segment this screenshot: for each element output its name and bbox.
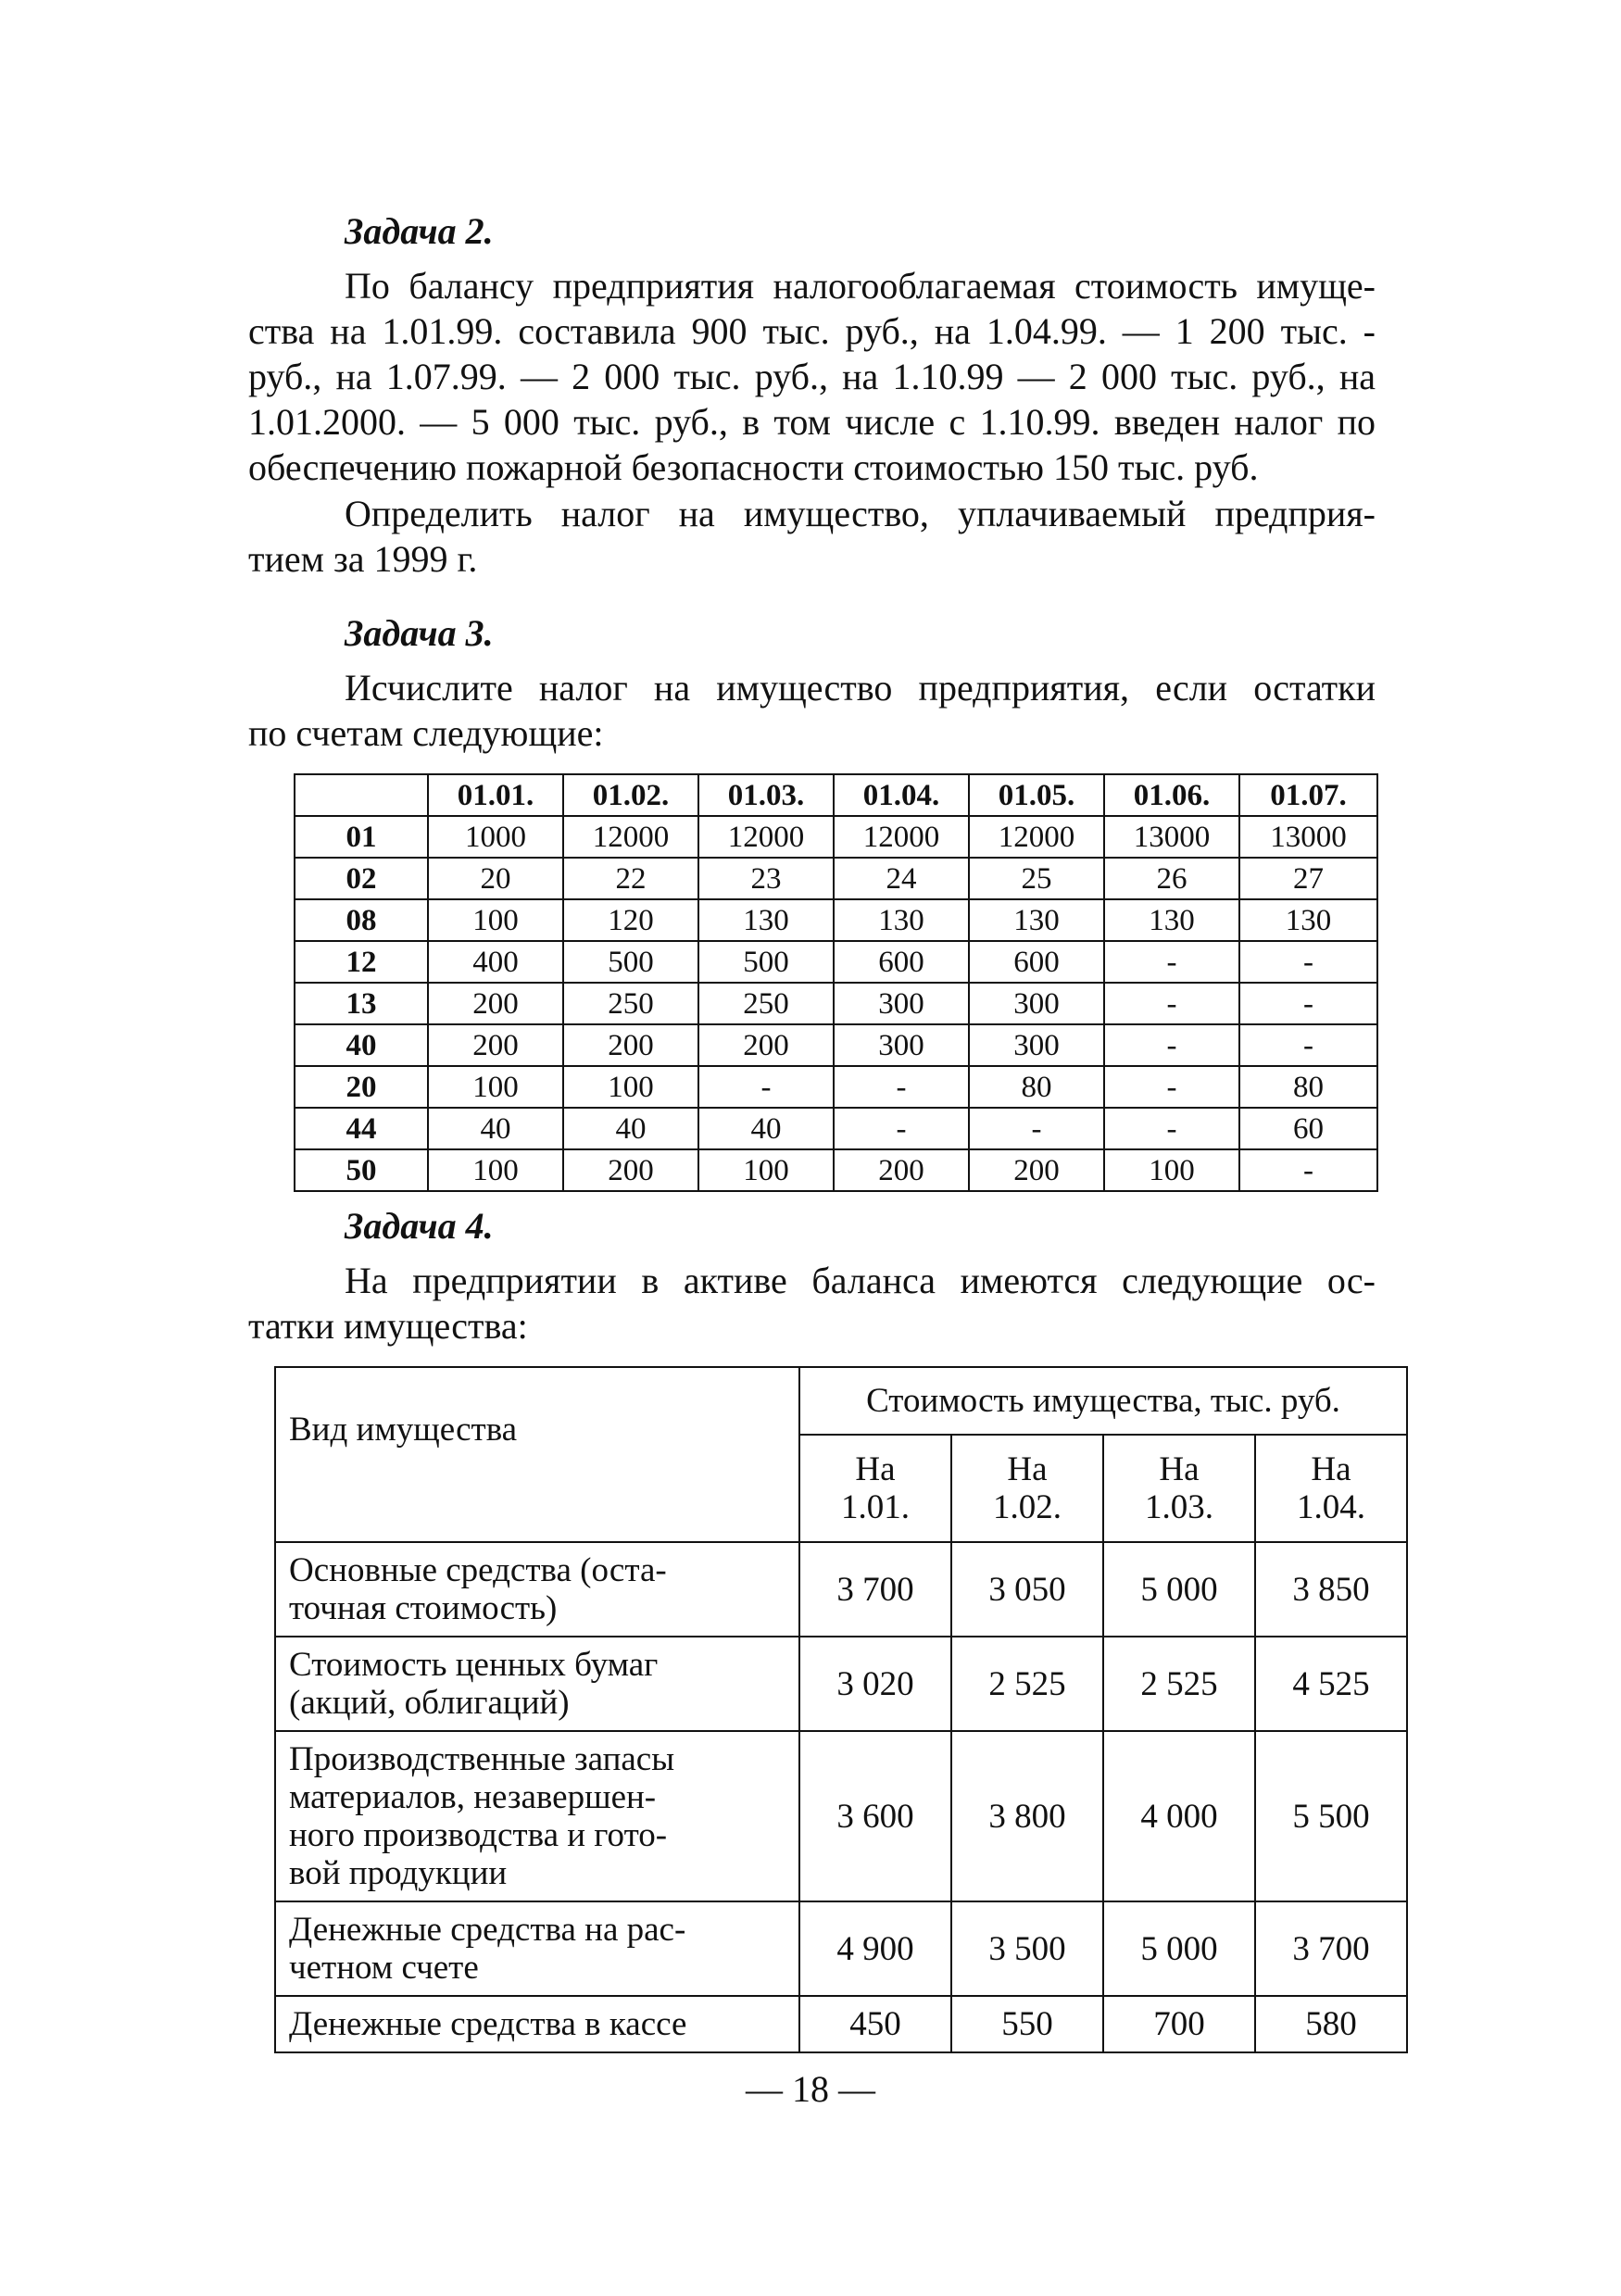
table-header-row [295,774,1377,816]
balance-cell: - [1239,1024,1377,1066]
balance-cell: 500 [698,941,834,983]
balance-cell: 500 [563,941,698,983]
value-cell: 3 050 [951,1542,1103,1637]
balance-cell: 12000 [698,816,834,858]
balance-cell: 100 [698,1149,834,1191]
value-cell: 3 500 [951,1901,1103,1996]
property-type-cell [275,1542,799,1637]
task4-title: Задача 4. [345,1205,494,1247]
balance-cell: 200 [428,983,563,1024]
table-row [295,983,1377,1024]
column-header: 01.04. [834,774,969,816]
column-header: 01.01. [428,774,563,816]
balance-cell: 130 [969,899,1104,941]
value-cell: 4 525 [1255,1637,1407,1731]
table-row [295,1066,1377,1108]
balance-cell: 80 [1239,1066,1377,1108]
value-cell: 450 [799,1996,951,2052]
column-header: 01.05. [969,774,1104,816]
balance-cell: 12000 [563,816,698,858]
table-row [295,858,1377,899]
column-header: 01.02. [563,774,698,816]
account-number-cell: 12 [295,941,428,983]
label-line: Основные средства (оста- [289,1551,667,1589]
balance-cell: 24 [834,858,969,899]
balance-cell: 200 [698,1024,834,1066]
balance-cell: 200 [428,1024,563,1066]
value-cell: 3 600 [799,1731,951,1901]
text-line: тием за 1999 г. [248,538,478,580]
balance-cell: - [834,1066,969,1108]
balance-cell: 40 [428,1108,563,1149]
text-line: руб., на 1.07.99. — 2 000 тыс. руб., на 1.10.99 — 2 000 тыс. руб., на [248,356,1376,397]
balance-cell: - [834,1108,969,1149]
table-row [295,1108,1377,1149]
balance-cell: 300 [969,1024,1104,1066]
balance-cell: 40 [563,1108,698,1149]
table-row [295,816,1377,858]
date-header: На 1.04. [1255,1435,1407,1542]
balance-cell: 400 [428,941,563,983]
table-row [295,941,1377,983]
label-line: (акций, облигаций) [289,1684,570,1722]
column-header: 01.07. [1239,774,1377,816]
balance-cell: - [1104,1066,1239,1108]
label-line: четном счете [289,1949,479,1987]
table-header-row [275,1367,1407,1435]
balance-cell: 20 [428,858,563,899]
property-type-header: Вид имущества [275,1367,799,1542]
balance-cell: 22 [563,858,698,899]
account-number-cell: 02 [295,858,428,899]
balance-cell: 13000 [1239,816,1377,858]
balance-cell: 26 [1104,858,1239,899]
value-cell: 700 [1103,1996,1255,2052]
balance-cell: 600 [834,941,969,983]
label-line: Денежные средства на рас- [289,1911,686,1949]
property-type-cell [275,1637,799,1731]
balance-cell: 12000 [834,816,969,858]
task4-paragraph [248,1258,1376,1349]
value-cell: 3 020 [799,1637,951,1731]
task2-title: Задача 2. [345,210,494,252]
account-number-cell: 01 [295,816,428,858]
table-row [275,1901,1407,1996]
balance-cell: 200 [563,1149,698,1191]
property-type-cell [275,1901,799,1996]
column-header: 01.03. [698,774,834,816]
date-header: На 1.03. [1103,1435,1255,1542]
table-row [275,1996,1407,2052]
account-number-cell: 50 [295,1149,428,1191]
balance-cell: 40 [698,1108,834,1149]
balance-cell: - [1104,1108,1239,1149]
value-cell: 2 525 [1103,1637,1255,1731]
account-number-cell: 13 [295,983,428,1024]
balance-cell: 25 [969,858,1104,899]
balance-cell: - [1104,941,1239,983]
label-line: Денежные средства в кассе [289,2005,687,2043]
account-number-cell: 40 [295,1024,428,1066]
value-cell: 580 [1255,1996,1407,2052]
text-line: 1.01.2000. — 5 000 тыс. руб., в том числе с 1.10.99. введен налог по [248,401,1376,443]
balance-cell: 600 [969,941,1104,983]
text-line: татки имущества: [248,1305,528,1347]
table-row [295,899,1377,941]
account-balances-table [294,773,1378,1192]
balance-cell: 250 [698,983,834,1024]
value-cell: 550 [951,1996,1103,2052]
value-cell: 3 700 [799,1542,951,1637]
balance-cell: 200 [969,1149,1104,1191]
value-cell: 4 900 [799,1901,951,1996]
text-line: Исчислите налог на имущество предприятия, если остатки [345,667,1376,709]
balance-cell: 100 [563,1066,698,1108]
text-line: ства на 1.01.99. составила 900 тыс. руб., на 1.04.99. — 1 200 тыс. - [248,310,1376,352]
corner-cell [295,774,428,816]
date-header: На 1.02. [951,1435,1103,1542]
balance-cell: 130 [834,899,969,941]
text-line: по счетам следующие: [248,712,604,754]
balance-cell: - [1104,983,1239,1024]
balance-cell: 1000 [428,816,563,858]
table-row [275,1731,1407,1901]
balance-cell: 130 [1104,899,1239,941]
property-value-table [274,1366,1408,2053]
task2-paragraph-2 [248,491,1376,582]
label-line: Производственные запасы [289,1740,675,1778]
account-number-cell: 44 [295,1108,428,1149]
label-line: Стоимость ценных бумаг [289,1646,659,1684]
value-group-header: Стоимость имущества, тыс. руб. [799,1367,1407,1435]
balance-cell: 300 [834,1024,969,1066]
balance-cell: - [1104,1024,1239,1066]
value-cell: 4 000 [1103,1731,1255,1901]
table-row [295,1149,1377,1191]
balance-cell: - [698,1066,834,1108]
label-line: точная стоимость) [289,1589,558,1627]
balance-cell: 100 [1104,1149,1239,1191]
property-type-cell [275,1996,799,2052]
date-header: На 1.01. [799,1435,951,1542]
value-cell: 3 800 [951,1731,1103,1901]
balance-cell: 250 [563,983,698,1024]
table-row [275,1542,1407,1637]
balance-cell: - [1239,983,1377,1024]
column-header: 01.06. [1104,774,1239,816]
label-line: вой продукции [289,1854,508,1892]
balance-cell: 23 [698,858,834,899]
text-line: обеспечению пожарной безопасности стоимостью 150 тыс. руб. [248,446,1259,488]
balance-cell: 100 [428,899,563,941]
value-cell: 5 500 [1255,1731,1407,1901]
task3-title: Задача 3. [345,612,494,654]
balance-cell: 60 [1239,1108,1377,1149]
balance-cell: 100 [428,1149,563,1191]
table-row [295,1024,1377,1066]
balance-cell: - [969,1108,1104,1149]
balance-cell: 120 [563,899,698,941]
balance-cell: 27 [1239,858,1377,899]
property-type-cell [275,1731,799,1901]
balance-cell: 130 [1239,899,1377,941]
value-cell: 3 700 [1255,1901,1407,1996]
text-line: Определить налог на имущество, уплачиваемый предприя- [345,493,1376,534]
value-cell: 2 525 [951,1637,1103,1731]
task2-paragraph-1 [248,263,1376,490]
balance-cell: - [1239,1149,1377,1191]
balance-cell: 130 [698,899,834,941]
value-cell: 5 000 [1103,1542,1255,1637]
balance-cell: 200 [563,1024,698,1066]
text-line: На предприятии в активе баланса имеются следующие ос- [345,1260,1376,1301]
balance-cell: 300 [969,983,1104,1024]
balance-cell: - [1239,941,1377,983]
account-number-cell: 08 [295,899,428,941]
task3-paragraph [248,665,1376,756]
account-number-cell: 20 [295,1066,428,1108]
balance-cell: 13000 [1104,816,1239,858]
label-line: материалов, незавершен- [289,1778,657,1816]
table-row [275,1637,1407,1731]
balance-cell: 200 [834,1149,969,1191]
page-number: — 18 — [746,2068,875,2110]
balance-cell: 12000 [969,816,1104,858]
label-line: ного производства и гото- [289,1816,668,1854]
text-line: По балансу предприятия налогооблагаемая стоимость имуще- [345,265,1376,307]
balance-cell: 300 [834,983,969,1024]
value-cell: 5 000 [1103,1901,1255,1996]
value-cell: 3 850 [1255,1542,1407,1637]
balance-cell: 80 [969,1066,1104,1108]
balance-cell: 100 [428,1066,563,1108]
